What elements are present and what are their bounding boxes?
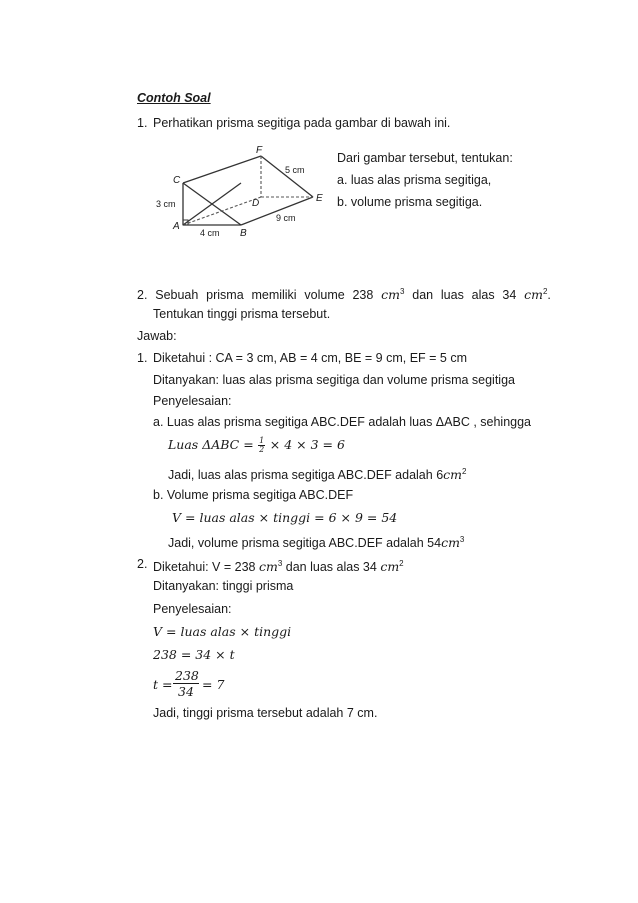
a1-part-b-formula: V = luas alas × tinggi = 6 × 9 = 54 [172, 510, 398, 525]
a1-part-b-text: b. Volume prisma segitiga ABC.DEF [153, 488, 354, 502]
edge-fe [261, 156, 313, 197]
label-b: B [240, 228, 247, 239]
a1-part-a-result: Jadi, luas alas prisma segitiga ABC.DEF adalah $6cm^2$ [168, 467, 467, 482]
prism-figure [148, 140, 348, 240]
label-a: A [173, 221, 180, 232]
dim-ab: 4 cm [200, 228, 220, 238]
hidden-edge-ad [183, 197, 261, 225]
a2-eq1: V = luas alas × tinggi [153, 624, 292, 639]
q2-unit-area: cm [524, 287, 543, 302]
dim-ef: 5 cm [285, 165, 305, 175]
a1-part-a-text: a. Luas alas prisma segitiga ABC.DEF adalah luas ΔABC , sehingga [153, 415, 531, 429]
q1-instruction: Dari gambar tersebut, tentukan: [337, 151, 513, 165]
edge-cf [183, 156, 261, 183]
a1-asked: Ditanyakan: luas alas prisma segitiga dan volume prisma segitiga [153, 373, 515, 387]
a2-eq3-rhs: = 7 [202, 677, 225, 692]
label-d: D [252, 198, 260, 209]
q2-line2: Tentukan tinggi prisma tersebut. [153, 307, 331, 321]
heading: Contoh Soal [137, 91, 211, 105]
a2-number: 2. [137, 557, 148, 571]
a2-eq2: 238 = 34 × t [153, 647, 235, 662]
q1-number: 1. [137, 116, 148, 130]
a2-eq3-lhs: t = [153, 677, 173, 692]
dim-ca: 3 cm [156, 199, 176, 209]
dim-be: 9 cm [276, 213, 296, 223]
label-e: E [316, 193, 323, 204]
a1-part-b-result: Jadi, volume prisma segitiga ABC.DEF adalah $54cm^3$ [168, 535, 465, 550]
a2-asked: Ditanyakan: tinggi prisma [153, 579, 294, 593]
q2-number: 2. [137, 288, 148, 302]
q1-text: Perhatikan prisma segitiga pada gambar di bawah ini. [153, 116, 451, 130]
fraction-238-34: $\frac{238}{34}$ [175, 668, 199, 699]
q2-line1: 2. Sebuah prisma memiliki volume 238 $cm^3$ dan luas alas 34 $cm^2$. [137, 287, 551, 302]
a1-number: 1. [137, 351, 148, 365]
q1-part-a: a. luas alas prisma segitiga, [337, 173, 492, 187]
a1-given: Diketahui : CA = 3 cm, AB = 4 cm, BE = 9 cm, EF = 5 cm [153, 351, 468, 365]
q2-unit-vol: cm [381, 287, 400, 302]
a2-conclusion: Jadi, tinggi prisma tersebut adalah 7 cm. [153, 706, 378, 720]
answer-label: Jawab: [137, 329, 177, 343]
a2-given: Diketahui: V = 238 $cm^3$ dan luas alas 34 $cm^2$ [153, 559, 404, 574]
label-f: F [256, 145, 263, 156]
a1-part-a-formula: Luas ΔABC = $\frac{1}{2}$ × 4 × 3 = 6 [168, 436, 345, 455]
q1-part-b: b. volume prisma segitiga. [337, 195, 483, 209]
a1-solution-label: Penyelesaian: [153, 394, 232, 408]
fraction-half: $\frac{1}{2}$ [259, 436, 265, 455]
a2-solution-label: Penyelesaian: [153, 602, 232, 616]
label-c: C [173, 175, 181, 186]
